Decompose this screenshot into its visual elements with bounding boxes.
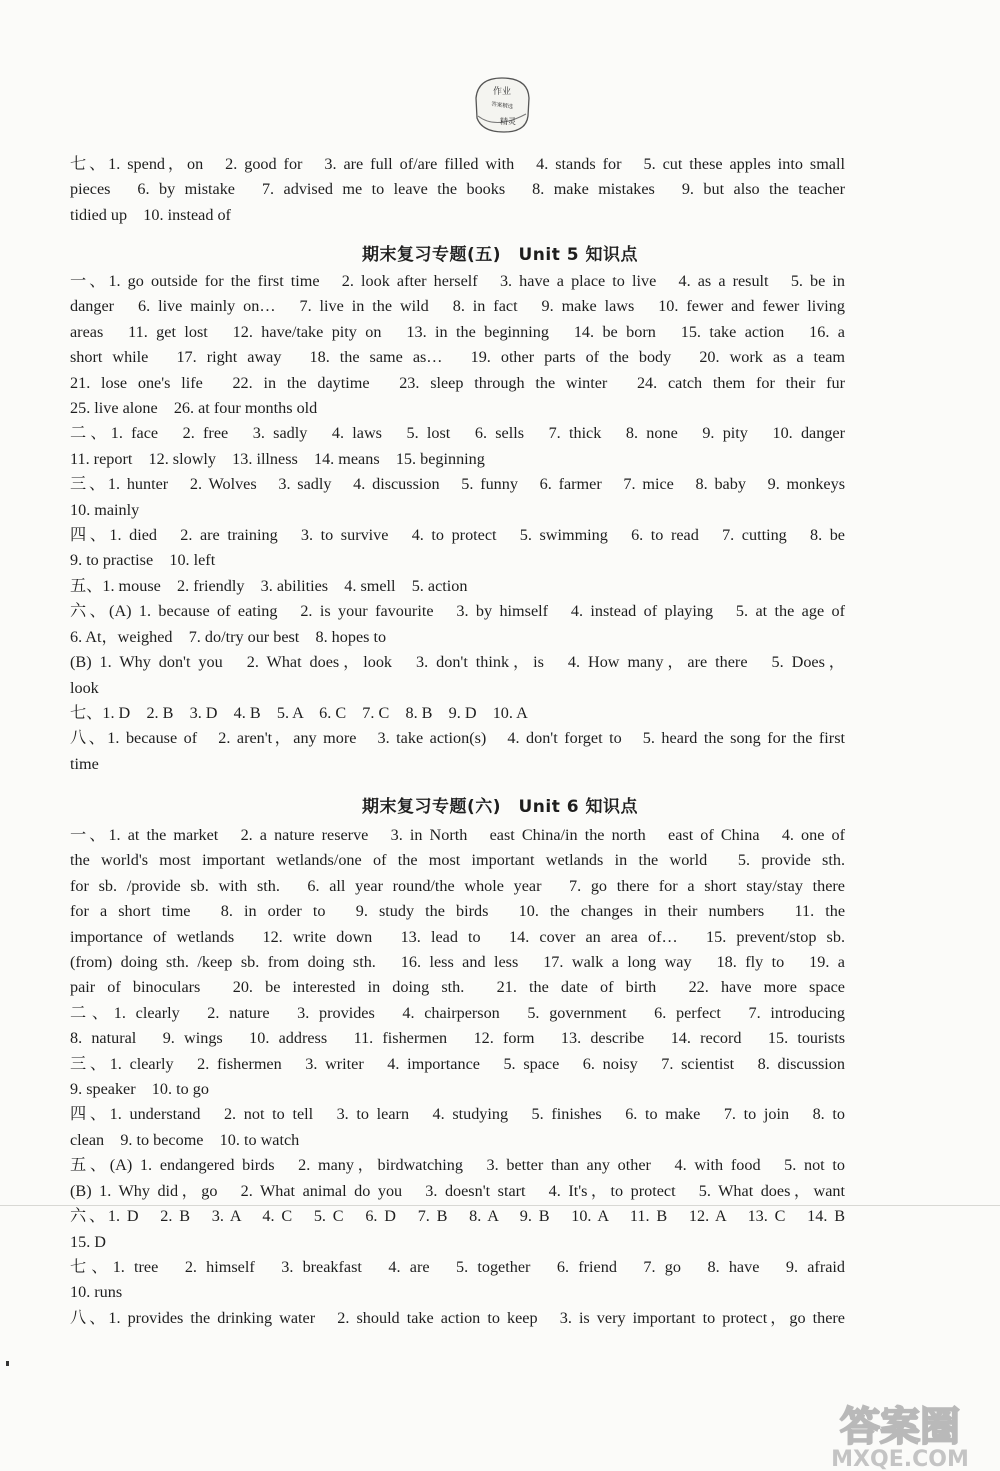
answer-line: 9. speaker 10. to go	[70, 1080, 209, 1099]
answer-line: (from) doing sth. /keep sb. from doing sth. 16. less and less 17. walk a long way 18. fly to 19. a	[70, 953, 845, 972]
unit5-answers	[70, 269, 845, 777]
answer-line: danger 6. live mainly on… 7. live in the wild 8. in fact 9. make laws 10. fewer and fewer living	[70, 297, 845, 316]
answer-line: for a short time 8. in order to 9. study the birds 10. the changes in their numbers 11. the	[70, 902, 845, 921]
answer-line: 七、1. spend，on 2. good for 3. are full of/are filled with 4. stands for 5. cut these apples into small	[70, 155, 845, 173]
answer-line: 四、1. died 2. are training 3. to survive 4. to protect 5. swimming 6. to read 7. cutting 8. be	[70, 526, 845, 545]
watermark-text: 答案圈	[840, 1404, 960, 1450]
watermark-url: MXQE.COM	[831, 1447, 969, 1471]
answer-line: 一、1. at the market 2. a nature reserve 3. in North east China/in the north east of China 4. one of	[70, 826, 845, 844]
answer-line: 八、1. provides the drinking water 2. should take action to keep 3. is very important to protect，go there	[70, 1308, 845, 1327]
answer-line: pieces 6. by mistake 7. advised me to leave the books 8. make mistakes 9. but also the teacher	[70, 180, 845, 199]
answer-line: 25. live alone 26. at four months old	[70, 399, 318, 418]
answer-line: 10. runs	[70, 1283, 123, 1302]
answer-line: 四、1. understand 2. not to tell 3. to learn 4. studying 5. finishes 6. to make 7. to join 8. to	[70, 1105, 845, 1124]
answer-line: tidied up 10. instead of	[70, 205, 231, 224]
answer-line: areas 11. get lost 12. have/take pity on 13. in the beginning 14. be born 15. take action 16. a	[70, 322, 845, 341]
answer-line: 三、1. clearly 2. fishermen 3. writer 4. importance 5. space 6. noisy 7. scientist 8. discussion	[70, 1054, 845, 1073]
answer-line: importance of wetlands 12. write down 13. lead to 14. cover an area of… 15. prevent/stop sb.	[70, 927, 845, 946]
answer-line: 八、1. because of 2. aren't，any more 3. take action(s) 4. don't forget to 5. heard the song for the first	[70, 729, 845, 748]
unit6-answers	[70, 823, 845, 1331]
answer-line: 10. mainly	[70, 500, 140, 519]
answer-line: time	[70, 754, 99, 773]
answer-line: 七、1. tree 2. himself 3. breakfast 4. are 5. together 6. friend 7. go 8. have 9. afraid	[70, 1257, 845, 1276]
answer-line: clean 9. to become 10. to watch	[70, 1130, 300, 1149]
answer-line: pair of binoculars 20. be interested in doing sth. 21. the date of birth 22. have more space	[70, 978, 845, 997]
stamp-middle-text: 答案精选	[490, 101, 514, 111]
stamp-top-text: 作业	[492, 87, 512, 97]
answer-line: 七、1. D 2. B 3. D 4. B 5. A 6. C 7. C 8. B 9. D 10. A	[70, 703, 528, 722]
answer-line: 六、1. D 2. B 3. A 4. C 5. C 6. D 7. B 8. A 9. B 10. A 11. B 12. A 13. C 14. B	[70, 1207, 845, 1226]
answer-line: 15. D	[70, 1232, 106, 1251]
answer-line: 11. report 12. slowly 13. illness 14. means 15. beginning	[70, 449, 485, 468]
answer-line: 二、1. clearly 2. nature 3. provides 4. chairperson 5. government 6. perfect 7. introducing	[70, 1003, 845, 1022]
answer-line: 五、(A) 1. endangered birds 2. many，birdwatching 3. better than any other 4. with food 5. not to	[70, 1156, 845, 1175]
answer-line: (B) 1. Why don't you 2. What does，look 3. don't think，is 4. How many，are there 5. Does，	[70, 653, 845, 672]
answer-line: 二、1. face 2. free 3. sadly 4. laws 5. lost 6. sells 7. thick 8. none 9. pity 10. danger	[70, 424, 845, 443]
watermark-logo	[805, 1396, 995, 1471]
answer-line: 6. At，weighed 7. do/try our best 8. hopes to	[70, 627, 387, 646]
answer-line: (B) 1. Why did，go 2. What animal do you 3. doesn't start 4. It's，to protect 5. What does，want	[70, 1181, 845, 1200]
scan-speck	[6, 1361, 9, 1366]
answer-line: for sb. /provide sb. with sth. 6. all year round/the whole year 7. go there for a short stay/stay there	[70, 876, 845, 895]
unit5-heading: 期末复习专题(五) Unit 5 知识点	[361, 245, 639, 265]
answer-line: 六、(A) 1. because of eating 2. is your favourite 3. by himself 4. instead of playing 5. at the age of	[70, 602, 845, 621]
answer-line: 五、1. mouse 2. friendly 3. abilities 4. smell 5. action	[70, 576, 468, 595]
answer-line: look	[70, 678, 99, 697]
answer-line: short while 17. right away 18. the same as… 19. other parts of the body 20. work as a team	[70, 348, 845, 367]
answer-line: 21. lose one's life 22. in the daytime 23. sleep through the winter 24. catch them for their fur	[70, 373, 845, 392]
answer-line: 9. to practise 10. left	[70, 551, 216, 570]
scan-divider	[0, 1205, 1000, 1206]
answer-line: 8. natural 9. wings 10. address 11. fishermen 12. form 13. describe 14. record 15. tourists	[70, 1029, 845, 1048]
answer-line: 三、1. hunter 2. Wolves 3. sadly 4. discussion 5. funny 6. farmer 7. mice 8. baby 9. monkeys	[70, 475, 845, 494]
stamp-bottom-text: 精灵	[500, 117, 516, 126]
stamp-logo	[466, 72, 538, 136]
answer-line: 一、1. go outside for the first time 2. look after herself 3. have a place to live 4. as a result 5. be in	[70, 272, 845, 290]
answer-line: the world's most important wetlands/one of the most important wetlands in the world 5. provide sth.	[70, 851, 845, 870]
previous-section-seven	[70, 152, 845, 228]
unit6-heading: 期末复习专题(六) Unit 6 知识点	[361, 797, 639, 817]
